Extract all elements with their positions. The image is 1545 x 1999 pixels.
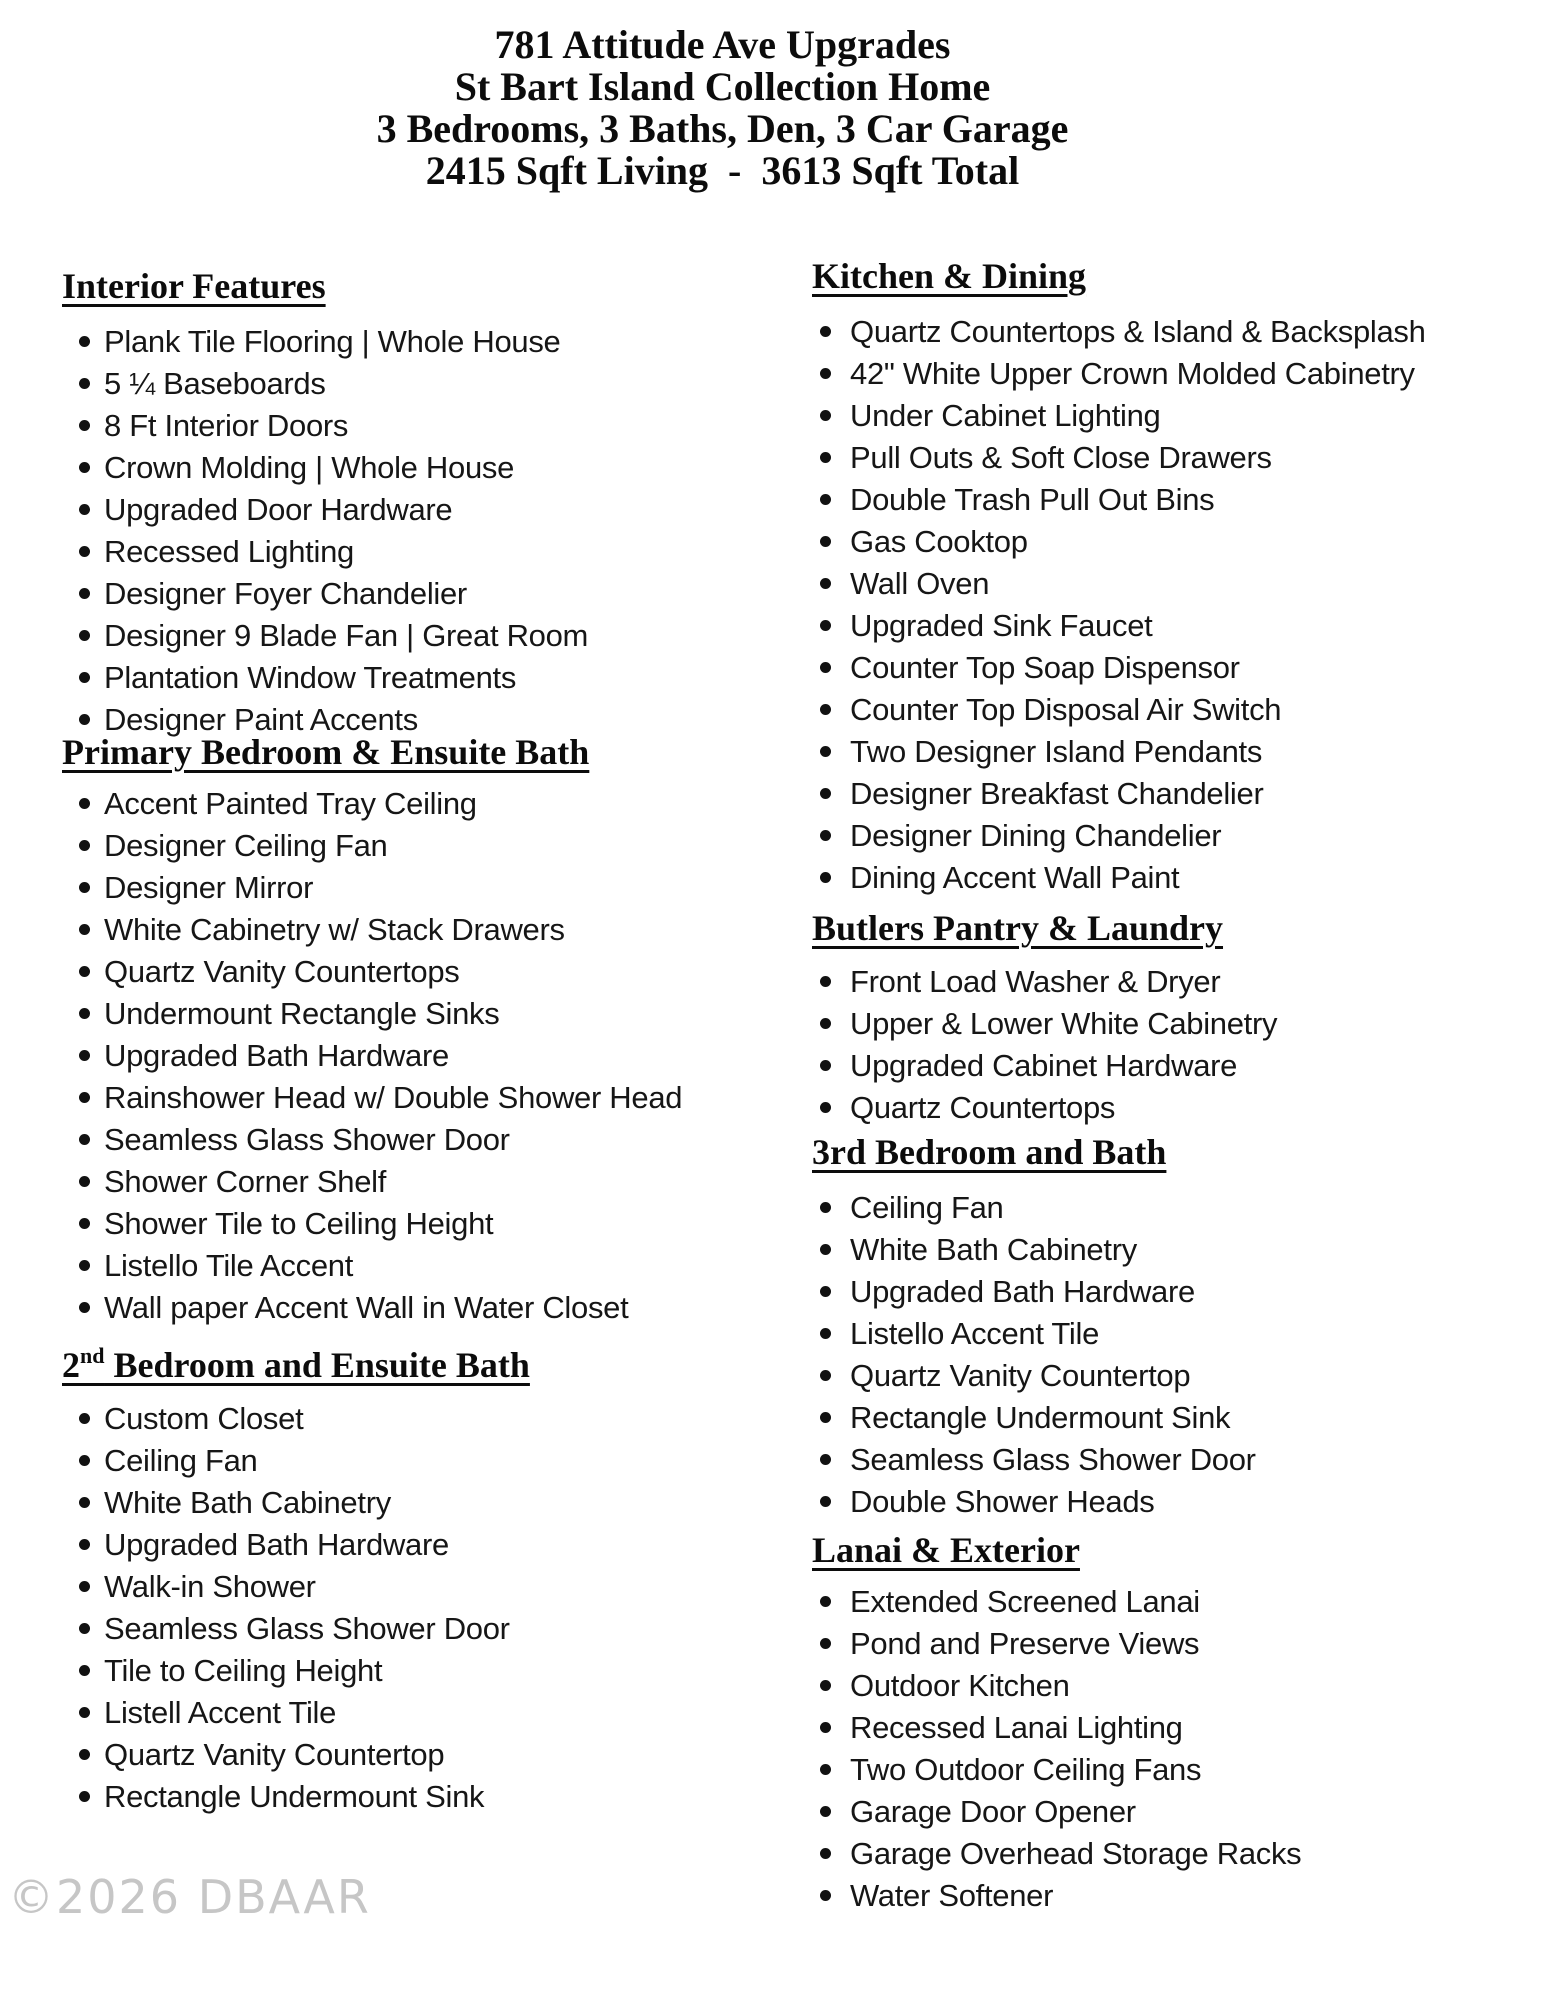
list-item-text: White Bath Cabinetry — [850, 1232, 1137, 1267]
bullet-icon — [79, 1008, 90, 1019]
list-item — [62, 1776, 797, 1818]
bullet-icon — [79, 966, 90, 977]
bullet-icon — [820, 1680, 831, 1691]
list-item — [62, 363, 797, 405]
bullet-icon — [820, 1018, 831, 1029]
list-item — [812, 1581, 1545, 1623]
bullet-icon — [820, 976, 831, 987]
list-item — [62, 321, 797, 363]
bullet-icon — [79, 546, 90, 557]
section-third-bedroom-bath — [812, 1129, 1545, 1523]
bullet-icon — [79, 1455, 90, 1466]
list-item — [62, 1161, 797, 1203]
list-item-text: Designer Dining Chandelier — [850, 818, 1222, 853]
bullet-icon — [79, 1176, 90, 1187]
list-item-text: Upgraded Bath Hardware — [104, 1038, 449, 1073]
list-item — [62, 1650, 797, 1692]
list-item — [812, 1397, 1545, 1439]
list-item — [62, 489, 797, 531]
list-item — [62, 825, 797, 867]
bullet-icon — [820, 1722, 831, 1733]
title-line-collection: St Bart Island Collection Home — [454, 64, 991, 109]
section-heading — [62, 263, 797, 309]
list-item-text: 8 Ft Interior Doors — [104, 408, 349, 443]
list-item — [62, 1692, 797, 1734]
list-item-text: Two Outdoor Ceiling Fans — [850, 1752, 1202, 1787]
list-item-text: Pull Outs & Soft Close Drawers — [850, 440, 1272, 475]
bullet-icon — [79, 378, 90, 389]
list-item — [812, 1355, 1545, 1397]
list-item — [812, 731, 1545, 773]
bullet-icon — [79, 462, 90, 473]
list-item-text: Pond and Preserve Views — [850, 1626, 1200, 1661]
bullet-icon — [820, 620, 831, 631]
list-item — [812, 605, 1545, 647]
heading-text: 2 — [62, 1345, 80, 1385]
list-item — [62, 867, 797, 909]
list-item — [812, 815, 1545, 857]
section-kitchen-dining — [812, 253, 1545, 899]
list-item — [812, 1833, 1545, 1875]
section-lanai-exterior — [812, 1527, 1545, 1917]
list-item-text: Quartz Countertops & Island & Backsplash — [850, 314, 1426, 349]
list-item — [812, 1003, 1545, 1045]
bullet-icon — [820, 1328, 831, 1339]
list-item — [62, 1524, 797, 1566]
bullet-icon — [820, 1412, 831, 1423]
heading-text: Bedroom and Ensuite Bath — [104, 1345, 530, 1385]
section-primary-bedroom-ensuite-bath — [62, 729, 797, 1329]
list-item-text: White Cabinetry w/ Stack Drawers — [104, 912, 565, 947]
list-item-text: Quartz Vanity Countertops — [104, 954, 460, 989]
list-item — [62, 615, 797, 657]
list-item — [62, 1440, 797, 1482]
section-interior-features — [62, 263, 797, 741]
list-item — [812, 1229, 1545, 1271]
list-item-text: Plank Tile Flooring | Whole House — [104, 324, 561, 359]
list-item-text: Undermount Rectangle Sinks — [104, 996, 500, 1031]
list-item — [62, 531, 797, 573]
list-item — [62, 1119, 797, 1161]
list-item-text: Designer Paint Accents — [104, 702, 418, 737]
bullet-icon — [820, 494, 831, 505]
list-item — [812, 1875, 1545, 1917]
bullet-icon — [820, 1638, 831, 1649]
bullet-icon — [79, 1665, 90, 1676]
bullet-icon — [79, 1134, 90, 1145]
bullet-icon — [79, 714, 90, 725]
bullet-icon — [820, 1596, 831, 1607]
list-item — [812, 1623, 1545, 1665]
list-item-text: Tile to Ceiling Height — [104, 1653, 383, 1688]
list-item-text: Rainshower Head w/ Double Shower Head — [104, 1080, 683, 1115]
list-item-text: Listello Accent Tile — [850, 1316, 1100, 1351]
section-butlers-pantry-laundry — [812, 905, 1545, 1129]
list-item — [62, 909, 797, 951]
list-item — [62, 1035, 797, 1077]
list-item-text: Gas Cooktop — [850, 524, 1028, 559]
list-item — [812, 1749, 1545, 1791]
bullet-icon — [79, 882, 90, 893]
list-item-text: Plantation Window Treatments — [104, 660, 517, 695]
bullet-icon — [820, 872, 831, 883]
list-item — [812, 479, 1545, 521]
list-item-text: Custom Closet — [104, 1401, 304, 1436]
feature-list — [812, 1187, 1545, 1523]
list-item-text: Seamless Glass Shower Door — [850, 1442, 1256, 1477]
bullet-icon — [820, 1764, 831, 1775]
list-item — [812, 521, 1545, 563]
list-item — [812, 647, 1545, 689]
list-item — [812, 1271, 1545, 1313]
list-item — [62, 1287, 797, 1329]
bullet-icon — [79, 672, 90, 683]
bullet-icon — [79, 1707, 90, 1718]
section-heading — [812, 905, 1545, 951]
list-item-text: Double Trash Pull Out Bins — [850, 482, 1215, 517]
bullet-icon — [820, 326, 831, 337]
heading-superscript: nd — [80, 1343, 105, 1368]
bullet-icon — [820, 1060, 831, 1071]
bullet-icon — [79, 1413, 90, 1424]
list-item-text: Wall paper Accent Wall in Water Closet — [104, 1290, 629, 1325]
bullet-icon — [79, 1497, 90, 1508]
bullet-icon — [820, 1848, 831, 1859]
bullet-icon — [79, 1791, 90, 1802]
heading-text: Kitchen & Dining — [812, 256, 1087, 296]
list-item — [62, 951, 797, 993]
bullet-icon — [820, 1202, 831, 1213]
list-item-text: Walk-in Shower — [104, 1569, 316, 1604]
bullet-icon — [79, 1623, 90, 1634]
list-item — [812, 395, 1545, 437]
bullet-icon — [79, 1260, 90, 1271]
section-heading — [62, 1333, 797, 1388]
list-item-text: White Bath Cabinetry — [104, 1485, 391, 1520]
section-heading — [812, 1129, 1545, 1175]
feature-list — [62, 1398, 797, 1818]
list-item-text: Designer Mirror — [104, 870, 314, 905]
bullet-icon — [79, 336, 90, 347]
list-item — [812, 311, 1545, 353]
list-item-text: Designer Breakfast Chandelier — [850, 776, 1264, 811]
list-item — [62, 1566, 797, 1608]
list-item — [62, 447, 797, 489]
bullet-icon — [820, 1806, 831, 1817]
list-item-text: Ceiling Fan — [104, 1443, 258, 1478]
copyright-watermark: ©2026 DBAAR — [8, 1870, 371, 1924]
bullet-icon — [79, 1302, 90, 1313]
list-item-text: Double Shower Heads — [850, 1484, 1155, 1519]
feature-list — [62, 321, 797, 741]
list-item-text: Under Cabinet Lighting — [850, 398, 1161, 433]
column-left — [62, 0, 797, 1818]
feature-list — [62, 783, 797, 1329]
list-item — [62, 699, 797, 741]
feature-list — [812, 1581, 1545, 1917]
list-item — [62, 1398, 797, 1440]
list-item-text: Counter Top Soap Dispensor — [850, 650, 1240, 685]
list-item-text: Recessed Lanai Lighting — [850, 1710, 1183, 1745]
list-item-text: Crown Molding | Whole House — [104, 450, 515, 485]
list-item-text: Quartz Countertops — [850, 1090, 1116, 1125]
bullet-icon — [79, 924, 90, 935]
heading-text: 3rd Bedroom and Bath — [812, 1132, 1167, 1172]
list-item-text: Water Softener — [850, 1878, 1054, 1913]
heading-text: Interior Features — [62, 266, 326, 306]
column-right — [812, 0, 1545, 1917]
list-item — [812, 353, 1545, 395]
bullet-icon — [79, 504, 90, 515]
bullet-icon — [79, 1092, 90, 1103]
list-item — [812, 1045, 1545, 1087]
list-item-text: Two Designer Island Pendants — [850, 734, 1263, 769]
list-item — [62, 1608, 797, 1650]
list-item — [812, 961, 1545, 1003]
bullet-icon — [79, 1749, 90, 1760]
list-item-text: Listell Accent Tile — [104, 1695, 337, 1730]
list-item-text: Counter Top Disposal Air Switch — [850, 692, 1282, 727]
bullet-icon — [820, 1370, 831, 1381]
list-item-text: Garage Door Opener — [850, 1794, 1136, 1829]
list-item-text: Designer Foyer Chandelier — [104, 576, 467, 611]
title-line-rooms: 3 Bedrooms, 3 Baths, Den, 3 Car Garage — [376, 106, 1069, 151]
list-item-text: Outdoor Kitchen — [850, 1668, 1070, 1703]
bullet-icon — [820, 1454, 831, 1465]
list-item-text: Seamless Glass Shower Door — [104, 1122, 510, 1157]
list-item — [62, 1734, 797, 1776]
bullet-icon — [820, 1496, 831, 1507]
list-item — [812, 437, 1545, 479]
list-item — [62, 1077, 797, 1119]
bullet-icon — [820, 704, 831, 715]
list-item-text: 5 ¼ Baseboards — [104, 366, 326, 401]
list-item — [62, 1482, 797, 1524]
bullet-icon — [820, 662, 831, 673]
list-item-text: Designer Ceiling Fan — [104, 828, 388, 863]
feature-list — [812, 961, 1545, 1129]
list-item-text: Shower Tile to Ceiling Height — [104, 1206, 494, 1241]
list-item-text: Upgraded Sink Faucet — [850, 608, 1153, 643]
list-item — [812, 773, 1545, 815]
bullet-icon — [79, 588, 90, 599]
title-line-sqft: 2415 Sqft Living - 3613 Sqft Total — [425, 148, 1020, 193]
bullet-icon — [79, 1218, 90, 1229]
list-item — [812, 689, 1545, 731]
list-item-text: Rectangle Undermount Sink — [104, 1779, 485, 1814]
bullet-icon — [820, 1890, 831, 1901]
list-item — [812, 563, 1545, 605]
bullet-icon — [79, 420, 90, 431]
list-item — [812, 1481, 1545, 1523]
list-item-text: Seamless Glass Shower Door — [104, 1611, 510, 1646]
list-item-text: Upgraded Door Hardware — [104, 492, 453, 527]
list-item-text: Designer 9 Blade Fan | Great Room — [104, 618, 589, 653]
list-item — [812, 1439, 1545, 1481]
list-item-text: Wall Oven — [850, 566, 990, 601]
list-item-text: Upgraded Bath Hardware — [850, 1274, 1195, 1309]
list-item — [62, 1245, 797, 1287]
list-item-text: Listello Tile Accent — [104, 1248, 354, 1283]
list-item — [812, 1707, 1545, 1749]
section-heading — [812, 253, 1545, 299]
bullet-icon — [820, 1102, 831, 1113]
list-item-text: Garage Overhead Storage Racks — [850, 1836, 1302, 1871]
list-item — [812, 1665, 1545, 1707]
section-heading — [812, 1527, 1545, 1573]
list-item-text: Ceiling Fan — [850, 1190, 1004, 1225]
bullet-icon — [820, 1286, 831, 1297]
list-item-text: Upgraded Bath Hardware — [104, 1527, 449, 1562]
heading-text: Primary Bedroom & Ensuite Bath — [62, 732, 590, 772]
feature-list — [812, 311, 1545, 899]
list-item-text: Extended Screened Lanai — [850, 1584, 1200, 1619]
list-item-text: 42" White Upper Crown Molded Cabinetry — [850, 356, 1415, 391]
bullet-icon — [79, 1539, 90, 1550]
list-item-text: Recessed Lighting — [104, 534, 354, 569]
bullet-icon — [820, 1244, 831, 1255]
list-item-text: Upgraded Cabinet Hardware — [850, 1048, 1238, 1083]
list-item — [812, 1313, 1545, 1355]
bullet-icon — [820, 746, 831, 757]
bullet-icon — [79, 630, 90, 641]
bullet-icon — [820, 452, 831, 463]
list-item-text: Quartz Vanity Countertop — [104, 1737, 445, 1772]
list-item — [62, 405, 797, 447]
title-line-address: 781 Attitude Ave Upgrades — [494, 22, 951, 67]
bullet-icon — [820, 368, 831, 379]
list-item-text: Upper & Lower White Cabinetry — [850, 1006, 1278, 1041]
list-item — [62, 657, 797, 699]
list-item — [812, 1087, 1545, 1129]
bullet-icon — [79, 1581, 90, 1592]
bullet-icon — [79, 798, 90, 809]
list-item-text: Rectangle Undermount Sink — [850, 1400, 1231, 1435]
list-item — [62, 1203, 797, 1245]
list-item — [812, 857, 1545, 899]
bullet-icon — [820, 536, 831, 547]
list-item-text: Shower Corner Shelf — [104, 1164, 387, 1199]
list-item-text: Dining Accent Wall Paint — [850, 860, 1180, 895]
bullet-icon — [820, 788, 831, 799]
list-item — [62, 783, 797, 825]
section-second-bedroom-ensuite-bath — [62, 1333, 797, 1818]
list-item-text: Front Load Washer & Dryer — [850, 964, 1221, 999]
heading-text: Butlers Pantry & Laundry — [812, 908, 1224, 948]
list-item — [812, 1791, 1545, 1833]
bullet-icon — [820, 578, 831, 589]
list-item-text: Accent Painted Tray Ceiling — [104, 786, 477, 821]
bullet-icon — [79, 1050, 90, 1061]
heading-text: Lanai & Exterior — [812, 1530, 1080, 1570]
list-item — [62, 993, 797, 1035]
list-item-text: Quartz Vanity Countertop — [850, 1358, 1191, 1393]
bullet-icon — [820, 830, 831, 841]
list-item — [812, 1187, 1545, 1229]
bullet-icon — [79, 840, 90, 851]
list-item — [62, 573, 797, 615]
bullet-icon — [820, 410, 831, 421]
